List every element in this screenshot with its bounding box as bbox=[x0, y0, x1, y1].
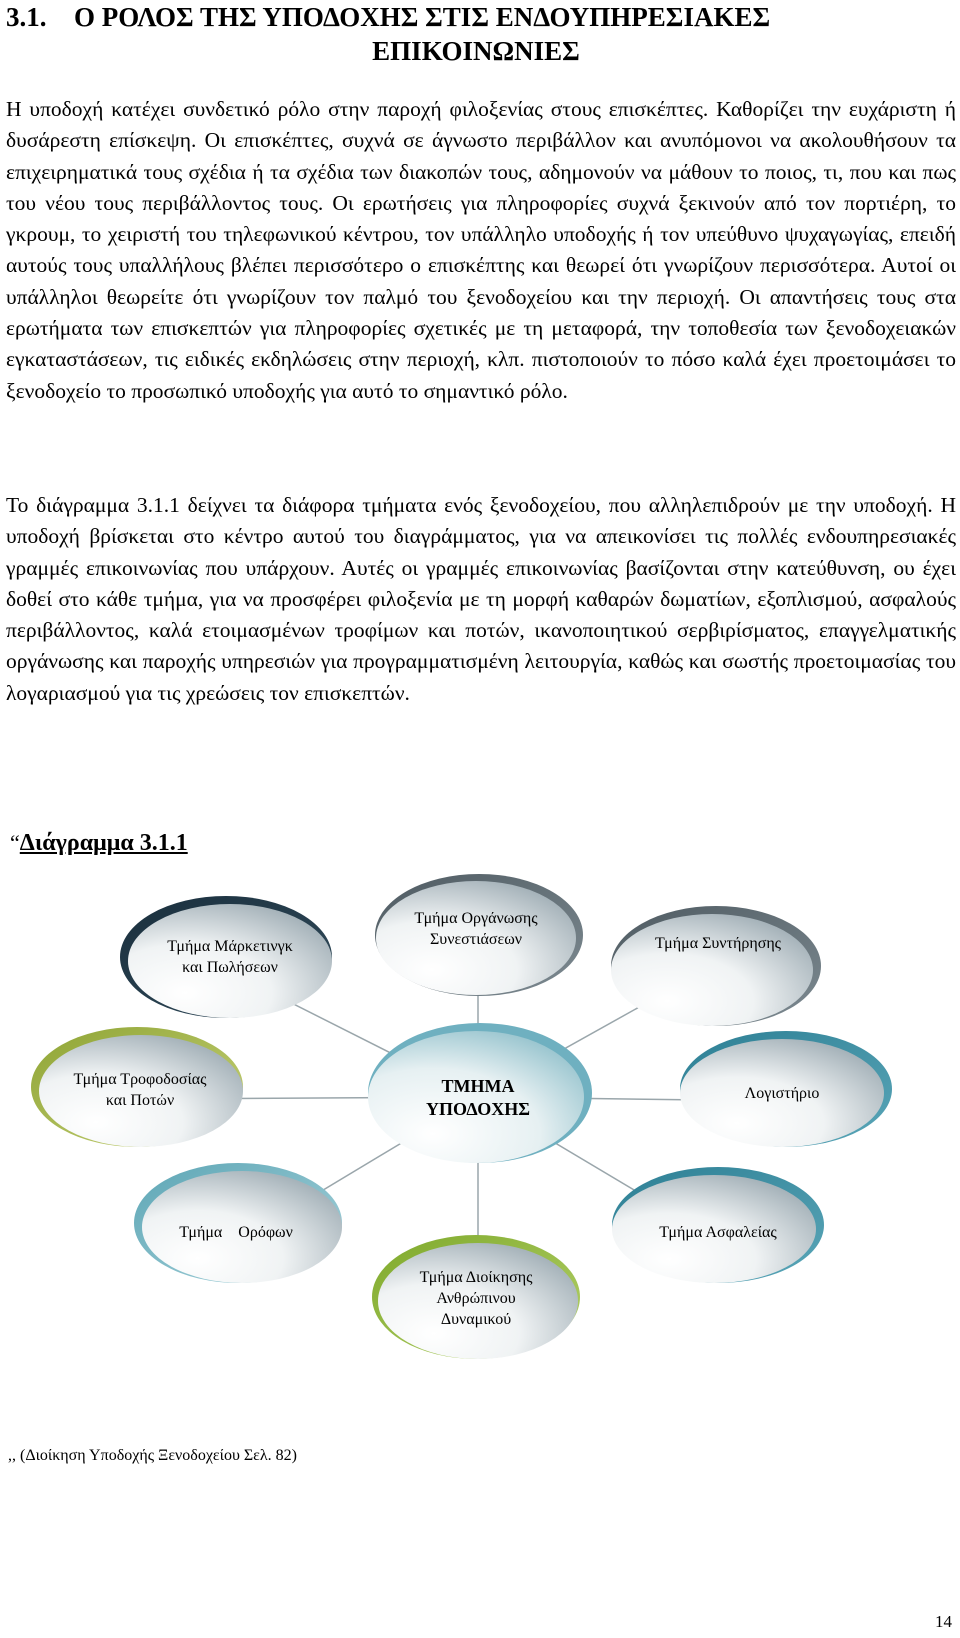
body-paragraph-1: Η υποδοχή κατέχει συνδετικό ρόλο στην παροχή φιλοξενίας στους επισκέπτες. Καθορίζει την ευχάριστη ή δυσάρεστη επίσκεψη. Οι επισκέπτες, συχνά σε άγνωστο περιβάλλον και ανυπόμονοι να ακολουθήσουν τα επιχειρηματικά τους σχέδια ή τα σχέδια των διακοπών τους, αδημονούν να μάθουν το ποιος, τι, που και πως του νέου τους περιβάλλοντος τους. Οι ερωτήσεις για πληροφορίες συχνά ξεκινούν από τον πορτιέρη, το γκρουμ, το χειριστή του τηλεφωνικού κέντρου, τον υπάλληλο υποδοχής ή τον υπεύθυνο ψυχαγωγίας, επειδή αυτούς τους υπαλλήλους βλέπει περισσότερο ο επισκέπτης και θεωρεί ότι γνωρίζουν περισσότερα. Αυτοί οι υπάλληλοι θεωρείτε ότι γνωρίζουν τον παλμό του ξενοδοχείου και την περιοχή. Οι απαντήσεις τους στα ερωτήματα των επισκεπτών για πληροφορίες σχετικές με τη μεταφορά, την τοποθεσία των ξενοδοχειακών εγκαταστάσεων, τις ειδικές εκδηλώσεις στην περιοχή, κλπ. πιστοποιούν το πόσο καλά έχει προετοιμάσει το ξενοδοχείο το προσωπικό υποδοχής για αυτό το σημαντικό ρόλο. bbox=[6, 97, 956, 403]
diagram-title-quote: “ bbox=[10, 830, 20, 855]
node-accounting bbox=[680, 1031, 892, 1147]
center-label: ΤΜΗΜΑ bbox=[441, 1076, 515, 1096]
diagram-source: ,, (Διοίκηση Υποδοχής Ξενοδοχείου Σελ. 82) bbox=[8, 1447, 297, 1464]
center-label: ΥΠΟΔΟΧΗΣ bbox=[425, 1099, 531, 1119]
section-title-line2: ΕΠΙΚΟΙΝΩΝΙΕΣ bbox=[372, 36, 580, 66]
diagram-title bbox=[10, 830, 188, 857]
page-number: 14 bbox=[935, 1612, 952, 1631]
node-label: και Πωλήσεων bbox=[182, 959, 278, 976]
node-label: Δυναμικού bbox=[440, 1311, 512, 1328]
node-catering-organization bbox=[375, 874, 583, 996]
node-maintenance bbox=[611, 906, 821, 1026]
node-label: Τμήμα Ορόφων bbox=[179, 1224, 293, 1241]
node-reception-center bbox=[368, 1023, 592, 1163]
section-number: 3.1. bbox=[6, 2, 47, 32]
node-label: Ανθρώπινου bbox=[436, 1290, 516, 1307]
node-label: και Ποτών bbox=[105, 1092, 175, 1109]
node-label: Τμήμα Μάρκετινγκ bbox=[167, 938, 293, 955]
section-title-line1: Ο ΡΟΛΟΣ ΤΗΣ ΥΠΟΔΟΧΗΣ ΣΤΙΣ ΕΝΔΟΥΠΗΡΕΣΙΑΚΕΣ bbox=[74, 2, 771, 32]
node-label: Συνεστιάσεων bbox=[429, 931, 523, 948]
node-label: Τμήμα Συντήρησης bbox=[654, 935, 782, 952]
node-marketing-sales bbox=[120, 896, 332, 1018]
node-label: Τμήμα Τροφοδοσίας bbox=[73, 1071, 207, 1088]
node-housekeeping bbox=[134, 1163, 342, 1283]
node-label: Τμήμα Οργάνωσης bbox=[414, 910, 538, 927]
node-human-resources bbox=[372, 1235, 580, 1359]
body-paragraph-2: Το διάγραμμα 3.1.1 δείχνει τα διάφορα τμήματα ενός ξενοδοχείου, που αλληλεπιδρούν με την υποδοχή. Η υποδοχή βρίσκεται στο κέντρο αυτού του διαγράμματος, για να απεικονίσει τις πολλές ενδουπηρεσιακές γραμμές επικοινωνίας που υπάρχουν. Αυτές οι γραμμές επικοινωνίας βασίζονται στην κατεύθυνση, ου έχει δοθεί στο κάθε τμήμα, για να προσφέρει φιλοξενία με τη μορφή καθαρών δωματίων, εξοπλισμού, ασφαλούς περιβάλλοντος, καλά ετοιμασμένων τροφίμων και ποτών, ικανοποιητικού σερβιρίσματος, επαγγελματικής οργάνωσης και παροχής υπηρεσιών για προγραμματισμένη λειτουργία, καθώς και σωστής προετοιμασίας του λογαριασμού για τις χρεώσεις τον επισκεπτών. bbox=[6, 493, 956, 705]
node-label: Λογιστήριο bbox=[744, 1085, 820, 1102]
hotel-departments-diagram bbox=[0, 865, 960, 1375]
node-label: Τμήμα Διοίκησης bbox=[419, 1269, 533, 1286]
node-food-beverage bbox=[31, 1027, 243, 1147]
node-security bbox=[612, 1167, 824, 1283]
node-label: Τμήμα Ασφαλείας bbox=[659, 1224, 777, 1241]
diagram-title-text: Διάγραμμα 3.1.1 bbox=[19, 830, 188, 856]
